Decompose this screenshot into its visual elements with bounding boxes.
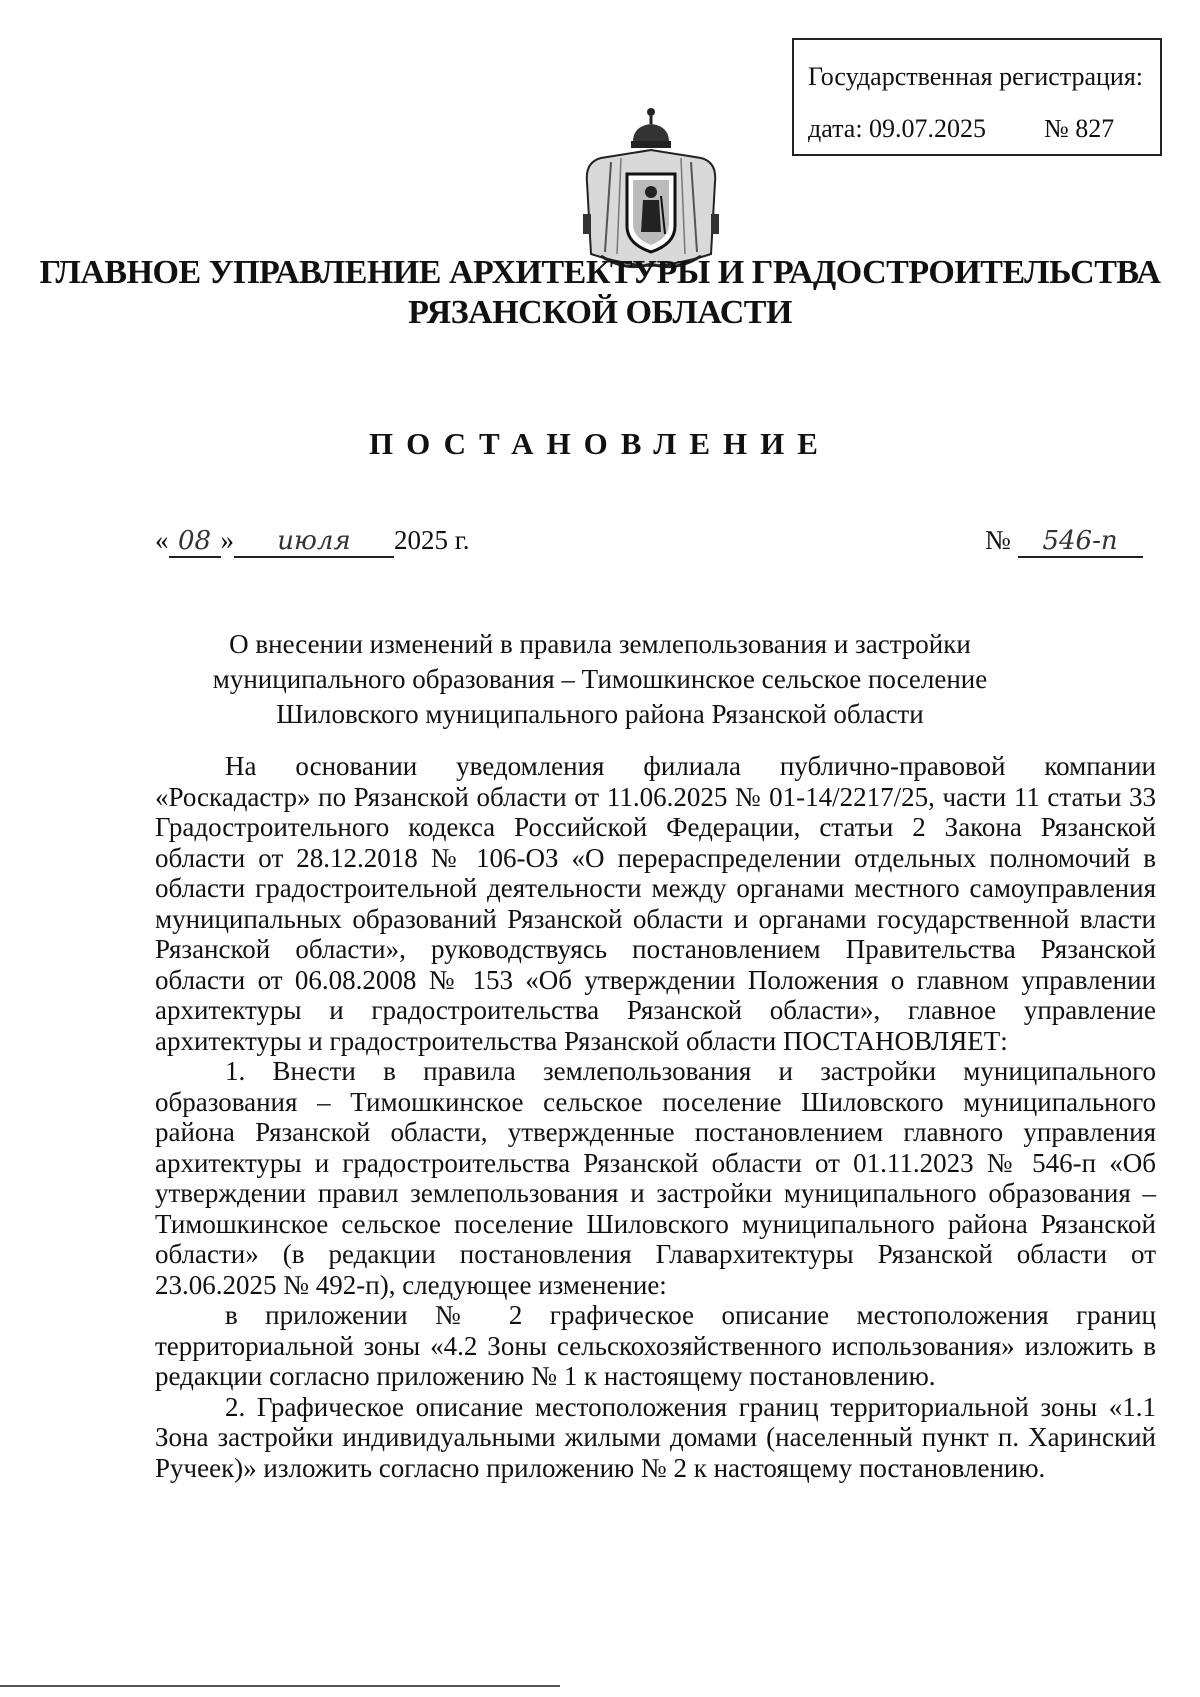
- registration-stamp: [792, 38, 1162, 156]
- organization-name-line1: ГЛАВНОЕ УПРАВЛЕНИЕ АРХИТЕКТУРЫ И ГРАДОСТРОИТЕЛЬСТВА: [39, 254, 1161, 291]
- organization-name-line2: РЯЗАНСКОЙ ОБЛАСТИ: [408, 294, 792, 331]
- coat-of-arms-icon: [581, 104, 721, 272]
- date-close-quote: »: [220, 525, 234, 555]
- date-day: 08: [169, 526, 221, 558]
- number-value: 546-п: [1018, 526, 1143, 558]
- document-number: [985, 523, 1143, 558]
- registration-number: № 827: [1044, 114, 1115, 143]
- body-paragraph-item-2: 2. Графическое описание местоположения границ территориальной зоны «1.1 Зона застройки индивидуальными жилыми домами (населенный пункт п. Харинский Ручеек)» изложить согласно приложению № 2 к настоящему постановлению.: [155, 1391, 1156, 1483]
- body-paragraph-preamble: На основании уведомления филиала публично-правовой компании «Роскадастр» по Рязанской области от 11.06.2025 № 01-14/2217/25, части 11 статьи 33 Градостроительного кодекса Российской Федерации, статьи 2 Закона Рязанской области от 28.12.2018 № 106-ОЗ «О перераспределении отдельных полномочий в области градостроительной деятельности между органами местного самоуправления муниципальных образований Рязанской области и органами государственной власти Рязанской области», руководствуясь постановлением Правительства Рязанской области от 06.08.2008 № 153 «Об утверждении Положения о главном управлении архитектуры и градостроительства Рязанской области», главное управление архитектуры и градостроительства Рязанской области ПОСТАНОВЛЯЕТ:: [155, 751, 1156, 1056]
- subject-line: муниципального образования – Тимошкинское сельское поселение: [212, 664, 988, 694]
- body-paragraph-item-1-change: в приложении № 2 графическое описание местоположения границ территориальной зоны «4.2 Зоны сельскохозяйственного использования» изложить в редакции согласно приложению № 1 к настоящему постановлению.: [155, 1300, 1156, 1391]
- date-open-quote: «: [155, 525, 169, 555]
- document-body: [155, 751, 1156, 1483]
- document-date: [155, 523, 470, 558]
- body-paragraph-item-1: 1. Внести в правила землепользования и застройки муниципального образования – Тимошкинское сельское поселение Шиловского муниципального района Рязанской области, утвержденные постановлением главного управления архитектуры и градостроительства Рязанской области от 01.11.2023 № 546-п «Об утверждении правил землепользования и застройки муниципального образования – Тимошкинское сельское поселение Шиловского муниципального района Рязанской области» (в редакции постановления Главархитектуры Рязанской области от 23.06.2025 № 492-п), следующее изменение:: [155, 1056, 1156, 1300]
- date-month: июля: [234, 526, 394, 558]
- subject-line: О внесении изменений в правила землепользования и застройки: [229, 629, 971, 659]
- date-year: 2025 г.: [394, 525, 470, 555]
- document-type: ПОСТАНОВЛЕНИЕ: [369, 426, 831, 461]
- registration-title: Государственная регистрация:: [808, 62, 1144, 91]
- registration-date: дата: 09.07.2025: [808, 114, 987, 143]
- subject-line: Шиловского муниципального района Рязанской области: [276, 699, 924, 729]
- document-subject: [0, 627, 1200, 732]
- number-prefix: №: [985, 525, 1011, 555]
- page-bottom-rule: [0, 1685, 560, 1687]
